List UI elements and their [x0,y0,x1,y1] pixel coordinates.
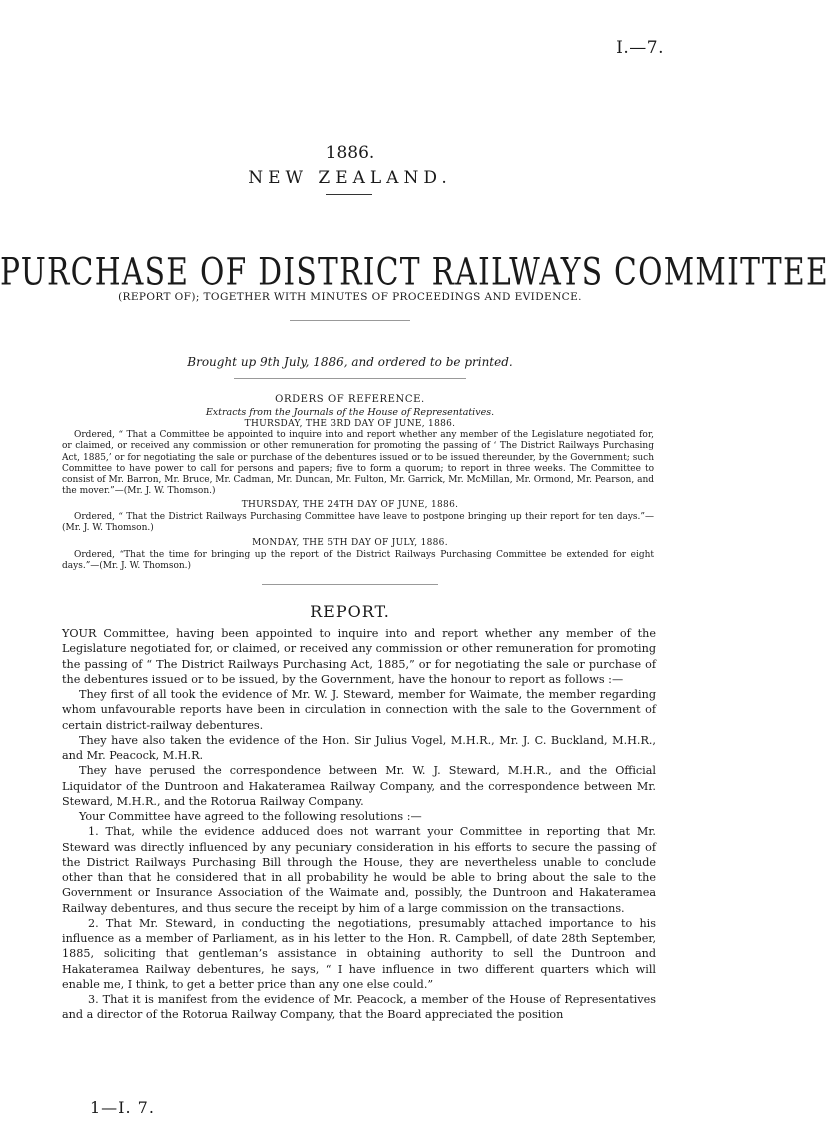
report-paragraph: They have also taken the evidence of the Hon. Sir Julius Vogel, M.H.R., Mr. J. C. Buckland, M.H.R., and Mr. Peacock, M.H.R. [62,733,656,762]
divider-rule [326,194,372,195]
page-number: I.—7. [616,38,664,58]
report-heading: REPORT. [310,602,390,621]
report-body [62,626,656,1023]
report-paragraph: 1. That, while the evidence adduced does not warrant your Committee in reporting that Mr. Steward was directly influenced by any pecuniary consideration in his efforts to secure the passing of the District Railways Purchasing Bill through the House, they are nevertheless unable to conclude other than that he considered that in all probability he would be able to bring about the sale to the Government or Insurance Association of the Waimate and, possibly, the Duntroon and Hakateramea Railway debentures, and thus secure the receipt by him of a large commission on the transactions. [62,825,656,915]
report-paragraph: 2. That Mr. Steward, in conducting the negotiations, presumably attached importance to his influence as a member of Parliament, as in his letter to the Hon. R. Campbell, of date 28th September, 1885, soliciting that gentleman’s assistance in obtaining authority to sell the Duntroon and Hakateramea Railway debentures, he says, “ I have influence in two different quarters which will enable me, I think, to get a better price than any one else could.” [62,916,656,991]
document-title: PURCHASE OF DISTRICT RAILWAYS COMMITTEE [0,250,829,294]
report-paragraph: They first of all took the evidence of Mr. W. J. Steward, member for Waimate, the member regarding whom unfavourable reports have been in circulation in connection with the sale to the Government of certain district-railway debentures. [62,688,656,732]
order-text-content: Ordered, “ That a Committee be appointed to inquire into and report whether any member of the Legislature negotiated for, or claimed, or received any commission or other remuneration for promoting the passing of ‘ The District Railways Purchasing Act, 1885,’ or for negotiating the sale or purchase of the debentures issued or to be issued thereunder, by the Government; such Committee to have power to call for persons and papers; five to form a quorum; to report in three weeks. The Committee to consist of Mr. Barron, Mr. Bruce, Mr. Cadman, Mr. Duncan, Mr. Fulton, Mr. Garrick, Mr. McMillan, Mr. Ormond, Mr. Pearson, and the mover.”—(Mr. J. W. Thomson.) [62,430,654,497]
divider-rule [234,378,466,379]
country-heading: NEW ZEALAND. [248,168,452,188]
year: 1886. [325,143,375,163]
order-date: THURSDAY, THE 3RD DAY OF JUNE, 1886. [244,419,456,429]
report-paragraph: Your Committee have agreed to the following resolutions :— [79,810,422,823]
order-text-content: Ordered, “ That the District Railways Purchasing Committee have leave to postpone bringing up their report for ten days.”—(Mr. J. W. Thomson.) [62,512,654,534]
order-text [62,550,654,573]
order-text-content: Ordered, “That the time for bringing up the report of the District Railways Purchasing Committee be extended for eight days.”—(Mr. J. W. Thomson.) [62,550,654,572]
document-subtitle: (REPORT OF); TOGETHER WITH MINUTES OF PROCEEDINGS AND EVIDENCE. [118,291,582,303]
order-date: THURSDAY, THE 24TH DAY OF JUNE, 1886. [241,500,459,510]
extracts-note: Extracts from the Journals of the House of Representatives. [205,407,495,418]
brought-up-notice: Brought up 9th July, 1886, and ordered to be printed. [187,355,513,369]
report-paragraph: YOUR Committee, having been appointed to inquire into and report whether any member of the Legislature negotiated for, or claimed, or received any commission or other remuneration for promoting the passing of “ The District Railways Purchasing Act, 1885,” or for negotiating the sale or purchase of the debentures issued or to be issued, by the Government, have the honour to report as follows :— [62,627,656,686]
order-date: MONDAY, THE 5TH DAY OF JULY, 1886. [252,538,448,548]
footer-code: 1—I. 7. [90,1098,155,1117]
orders-heading: ORDERS OF REFERENCE. [275,394,425,405]
divider-rule [262,584,438,585]
report-paragraph: 3. That it is manifest from the evidence of Mr. Peacock, a member of the House of Representatives and a director of the Rotorua Railway Company, that the Board appreciated the position [62,993,656,1022]
order-text [62,512,654,535]
report-paragraph: They have perused the correspondence between Mr. W. J. Steward, M.H.R., and the Official Liquidator of the Duntroon and Hakateramea Railway Company, and the correspondence between Mr. Steward, M.H.R., and the Rotorua Railway Company. [62,764,656,808]
divider-rule [290,320,410,321]
order-text [62,430,654,498]
